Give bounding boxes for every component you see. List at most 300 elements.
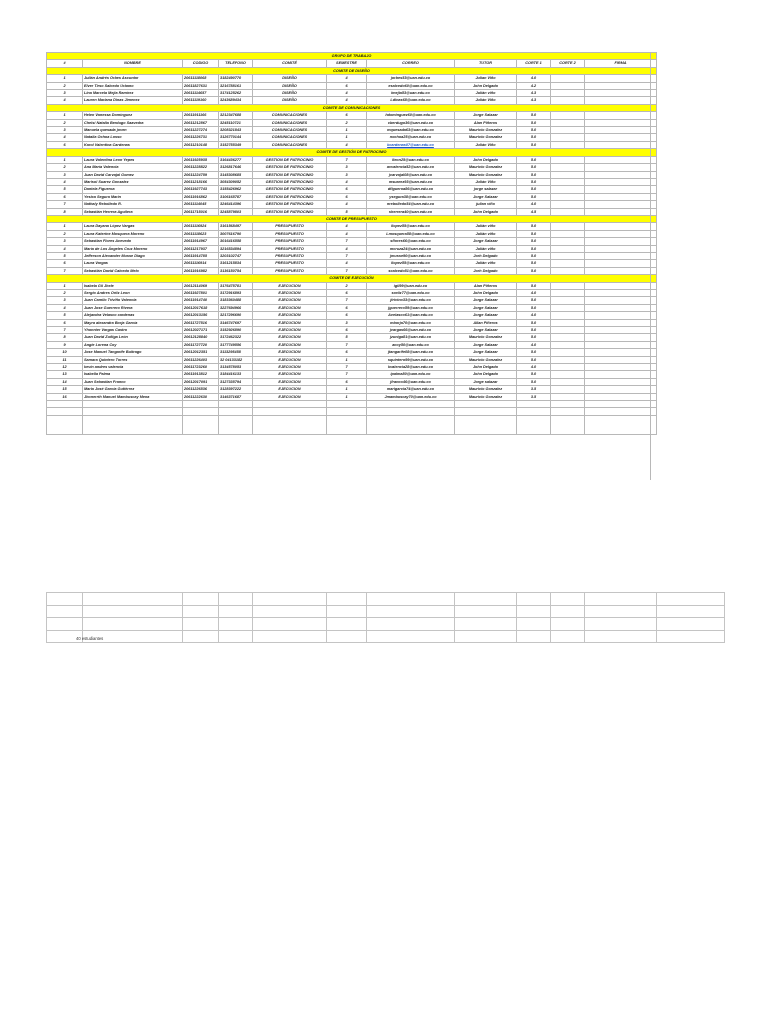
cell-corte2[interactable] [551,119,585,126]
cell-correo[interactable]: sortiz77@uan.edu.co [367,290,455,297]
cell-correo[interactable]: sherrera40@uan.edu.co [367,208,455,215]
cell-n[interactable]: 3 [47,171,83,178]
cell-correo[interactable]: Ldinas68@uan.edu.co [367,97,455,104]
cell-nombre[interactable]: Juan David Zuñiga León [83,334,183,341]
cell-comite[interactable]: EJECUCION [253,290,327,297]
cell-semestre[interactable]: 4 [327,201,367,208]
cell-corte1[interactable]: 5.0 [517,267,551,274]
empty-cell[interactable] [253,415,327,434]
empty-cell[interactable] [551,630,585,643]
cell-n[interactable]: 16 [47,393,83,400]
cell-corte2[interactable] [551,238,585,245]
empty-cell[interactable] [367,408,455,415]
cell-nombre[interactable]: Lauren Mariana Dinas Jimenez [83,97,183,104]
cell-correo[interactable]: kcardenas07@uan.edu.co [367,141,455,148]
cell-n[interactable]: 1 [47,223,83,230]
cell-corte2[interactable] [551,371,585,378]
cell-corte1[interactable]: 5.0 [517,141,551,148]
empty-cell[interactable] [47,415,83,434]
cell-correo[interactable]: marigarcia74@uan.edu.co [367,386,455,393]
empty-cell[interactable] [183,605,219,618]
cell-telefono[interactable]: 3227694966 [219,304,253,311]
cell-nombre[interactable]: María de Los Ángeles Cruz Moreno [83,245,183,252]
cell-firma[interactable] [585,282,657,289]
cell-corte2[interactable] [551,156,585,163]
empty-cell[interactable] [517,408,551,415]
cell-codigo[interactable]: 20611727720 [183,341,219,348]
cell-tutor[interactable]: Jorge Salazar [455,112,517,119]
cell-firma[interactable] [585,223,657,230]
cell-codigo[interactable]: 20611119160 [183,97,219,104]
cell-telefono[interactable]: 3172916893 [219,290,253,297]
cell-nombre[interactable]: Juan Camilo Triviño Valencia [83,297,183,304]
empty-cell[interactable] [253,401,327,408]
cell-codigo[interactable]: 20611913812 [183,371,219,378]
cell-firma[interactable] [585,164,657,171]
cell-nombre[interactable]: Karol Valentina Cardenas [83,141,183,148]
cell-correo[interactable]: kvalencia28@uan.edu.co [367,364,455,371]
cell-correo[interactable]: Lmosquera58@uan.edu.co [367,230,455,237]
empty-cell[interactable] [219,605,253,618]
cell-correo[interactable]: sflores66@uan.edu.co [367,238,455,245]
cell-tutor[interactable]: John Delgado [455,371,517,378]
cell-nombre[interactable]: Laura Dayana López Vargas [83,223,183,230]
cell-corte2[interactable] [551,378,585,385]
cell-corte2[interactable] [551,164,585,171]
cell-correo[interactable]: nrebolledo54@uan.edu.co [367,201,455,208]
cell-codigo[interactable]: 20611927743 [183,186,219,193]
cell-tutor[interactable]: Julián Viño [455,97,517,104]
cell-comite[interactable]: DISEÑO [253,97,327,104]
cell-corte1[interactable]: 4.5 [517,208,551,215]
empty-cell[interactable] [367,401,455,408]
cell-comite[interactable]: EJECUCION [253,364,327,371]
cell-comite[interactable]: COMUNICACIONES [253,119,327,126]
cell-firma[interactable] [585,297,657,304]
cell-corte1[interactable]: 5.0 [517,112,551,119]
cell-comite[interactable]: EJECUCION [253,378,327,385]
cell-codigo[interactable]: 20611217937 [183,245,219,252]
cell-tutor[interactable]: Mauricio Gonzalez [455,171,517,178]
cell-n[interactable]: 1 [47,156,83,163]
cell-telefono[interactable]: 3054309052 [219,178,253,185]
cell-comite[interactable]: EJECUCION [253,319,327,326]
cell-semestre[interactable]: 3 [327,171,367,178]
cell-firma[interactable] [585,238,657,245]
cell-semestre[interactable]: 7 [327,364,367,371]
cell-firma[interactable] [585,304,657,311]
cell-telefono[interactable]: 3152755349 [219,141,253,148]
cell-firma[interactable] [585,119,657,126]
empty-cell[interactable] [183,618,219,631]
cell-tutor[interactable]: Mauricio Gonzalez [455,127,517,134]
cell-codigo[interactable]: 20611116924 [183,223,219,230]
cell-firma[interactable] [585,127,657,134]
cell-tutor[interactable]: Julián viño [455,230,517,237]
cell-n[interactable]: 3 [47,90,83,97]
empty-cell[interactable] [83,593,183,606]
cell-comite[interactable]: EJECUCION [253,334,327,341]
cell-corte2[interactable] [551,290,585,297]
cell-corte1[interactable]: 5.0 [517,260,551,267]
cell-comite[interactable]: GESTION DE PATROCINIO [253,164,327,171]
empty-cell[interactable] [657,618,725,631]
cell-semestre[interactable]: 4 [327,245,367,252]
cell-n[interactable]: 4 [47,245,83,252]
cell-comite[interactable]: PRESUPUESTO [253,252,327,259]
empty-cell[interactable] [455,408,517,415]
cell-corte1[interactable]: 5.0 [517,127,551,134]
cell-codigo[interactable]: 20611222630 [183,393,219,400]
cell-corte1[interactable]: 5.0 [517,371,551,378]
cell-nombre[interactable]: Ana María Valencia [83,164,183,171]
cell-nombre[interactable]: Natalia Ochoa Losso [83,134,183,141]
cell-correo[interactable]: cberdugo36@uan.edu.co [367,119,455,126]
cell-nombre[interactable]: Yhonnier Vargas Castro [83,327,183,334]
cell-comite[interactable]: DISEÑO [253,75,327,82]
empty-cell[interactable] [455,630,517,643]
cell-comite[interactable]: GESTION DE PATROCINIO [253,178,327,185]
cell-nombre[interactable]: Elver Tirso Salcedo Urbano [83,82,183,89]
cell-telefono[interactable]: 3245110721 [219,119,253,126]
cell-nombre[interactable]: Juan David Carvajal Gomez [83,171,183,178]
empty-cell[interactable] [517,618,551,631]
cell-firma[interactable] [585,334,657,341]
cell-firma[interactable] [585,230,657,237]
cell-comite[interactable]: PRESUPUESTO [253,223,327,230]
cell-corte1[interactable]: 4.0 [517,75,551,82]
cell-nombre[interactable]: Sebastián Herrera Aguilera [83,208,183,215]
cell-codigo[interactable]: 20611911166 [183,112,219,119]
cell-semestre[interactable]: 7 [327,341,367,348]
cell-nombre[interactable]: Laura Valentina Leon Yepes [83,156,183,163]
cell-comite[interactable]: EJECUCION [253,386,327,393]
cell-telefono[interactable]: 3177749556 [219,341,253,348]
cell-corte2[interactable] [551,260,585,267]
cell-n[interactable]: 1 [47,282,83,289]
cell-nombre[interactable]: Daniela Figueroa [83,186,183,193]
cell-nombre[interactable]: Isabela Gil Jhele [83,282,183,289]
cell-nombre[interactable]: Jefferson Alexander Musse Diago [83,252,183,259]
cell-n[interactable]: 3 [47,297,83,304]
cell-semestre[interactable]: 6 [327,186,367,193]
cell-firma[interactable] [585,327,657,334]
cell-firma[interactable] [585,349,657,356]
cell-corte2[interactable] [551,82,585,89]
cell-corte2[interactable] [551,201,585,208]
empty-cell[interactable] [657,605,725,618]
cell-semestre[interactable]: 7 [327,267,367,274]
empty-cell[interactable] [585,605,657,618]
cell-nombre[interactable]: Alejandra Velasco cardenas [83,312,183,319]
cell-firma[interactable] [585,341,657,348]
empty-cell[interactable] [253,630,327,643]
cell-correo[interactable]: scalcedo51@uan.edu.co [367,267,455,274]
cell-corte2[interactable] [551,341,585,348]
cell-corte2[interactable] [551,319,585,326]
cell-tutor[interactable]: John Delgado [455,208,517,215]
empty-cell[interactable] [517,401,551,408]
cell-corte2[interactable] [551,193,585,200]
cell-correo[interactable]: lmejia53@uan.edu.co [367,90,455,97]
cell-corte1[interactable]: 5.0 [517,304,551,311]
empty-cell[interactable] [551,618,585,631]
cell-correo[interactable]: avvalencia52@uan.edu.co [367,164,455,171]
empty-cell[interactable] [183,415,219,434]
cell-codigo[interactable]: 20611118623 [183,230,219,237]
cell-corte1[interactable]: 4.0 [517,290,551,297]
cell-corte1[interactable]: 5.0 [517,356,551,363]
empty-cell[interactable] [517,415,551,434]
cell-comite[interactable]: COMUNICACIONES [253,127,327,134]
cell-comite[interactable]: EJECUCION [253,327,327,334]
cell-corte1[interactable]: 5.0 [517,193,551,200]
cell-codigo[interactable]: 20612017618 [183,304,219,311]
cell-n[interactable]: 7 [47,267,83,274]
cell-semestre[interactable]: 6 [327,112,367,119]
cell-telefono[interactable]: 3216534894 [219,245,253,252]
cell-n[interactable]: 9 [47,341,83,348]
cell-telefono[interactable]: 3126817646 [219,164,253,171]
empty-cell[interactable] [47,408,83,415]
cell-n[interactable]: 14 [47,378,83,385]
cell-telefono[interactable]: 3127335794 [219,378,253,385]
empty-cell[interactable] [455,618,517,631]
empty-cell[interactable] [367,593,455,606]
cell-correo[interactable]: nochoa25@uan.edu.co [367,134,455,141]
empty-cell[interactable] [551,401,585,408]
cell-tutor[interactable]: Mauricio Gonzalez [455,134,517,141]
cell-telefono[interactable]: 3183360488 [219,297,253,304]
cell-n[interactable]: 6 [47,260,83,267]
cell-tutor[interactable]: Mauricio Gonzalez [455,164,517,171]
cell-codigo[interactable]: 20611116914 [183,260,219,267]
empty-cell[interactable] [253,408,327,415]
empty-cell[interactable] [455,605,517,618]
cell-nombre[interactable]: Helen Vanessa Domínguez [83,112,183,119]
empty-cell[interactable] [517,593,551,606]
empty-cell[interactable] [455,593,517,606]
empty-cell[interactable] [585,408,657,415]
cell-nombre[interactable]: Mayra alexandra Borja García [83,319,183,326]
cell-corte2[interactable] [551,112,585,119]
cell-semestre[interactable]: 4 [327,90,367,97]
cell-corte1[interactable]: 3.5 [517,386,551,393]
empty-cell[interactable] [657,630,725,643]
cell-n[interactable]: 11 [47,356,83,363]
cell-tutor[interactable]: John Delgado [455,290,517,297]
empty-cell[interactable] [327,401,367,408]
cell-codigo[interactable]: 20611715016 [183,208,219,215]
empty-cell[interactable] [367,415,455,434]
cell-firma[interactable] [585,75,657,82]
cell-correo[interactable]: jvargas66@uan.edu.co [367,327,455,334]
cell-corte1[interactable]: 5.0 [517,171,551,178]
cell-tutor[interactable]: Julián viño [455,245,517,252]
cell-semestre[interactable]: 5 [327,208,367,215]
cell-codigo[interactable]: 20611210148 [183,141,219,148]
cell-correo[interactable]: mcruza24@uan.edu.co [367,245,455,252]
cell-n[interactable]: 7 [47,201,83,208]
cell-tutor[interactable]: Julián viño [455,90,517,97]
cell-corte1[interactable]: 5.0 [517,156,551,163]
cell-firma[interactable] [585,186,657,193]
cell-codigo[interactable]: 20611114045 [183,201,219,208]
cell-n[interactable]: 6 [47,141,83,148]
cell-n[interactable]: 8 [47,208,83,215]
cell-telefono[interactable]: 3243689434 [219,97,253,104]
cell-codigo[interactable]: 20611723260 [183,364,219,371]
cell-telefono[interactable]: 3212347688 [219,112,253,119]
cell-n[interactable]: 15 [47,386,83,393]
cell-firma[interactable] [585,260,657,267]
cell-corte1[interactable]: 3.5 [517,393,551,400]
cell-tutor[interactable]: Mauricio Gonzalez [455,334,517,341]
cell-correo[interactable]: mquesada63@uan.edu.co [367,127,455,134]
empty-cell[interactable] [551,415,585,434]
cell-comite[interactable]: EJECUCION [253,341,327,348]
cell-tutor[interactable]: John Delgado [455,156,517,163]
empty-cell[interactable] [83,605,183,618]
cell-correo[interactable]: squintero99@uan.edu.co [367,356,455,363]
cell-comite[interactable]: GESTION DE PATROCINIO [253,201,327,208]
cell-nombre[interactable]: Juan Jose Guerrero Rivera [83,304,183,311]
cell-correo[interactable]: jtrivino33@uan.edu.co [367,297,455,304]
cell-semestre[interactable]: 4 [327,223,367,230]
cell-corte2[interactable] [551,282,585,289]
cell-semestre[interactable]: 7 [327,156,367,163]
cell-tutor[interactable]: Mauricio Gonzalez [455,386,517,393]
cell-codigo[interactable]: 20611226731 [183,134,219,141]
cell-corte1[interactable]: 5.0 [517,297,551,304]
cell-codigo[interactable]: 20611226536 [183,386,219,393]
empty-cell[interactable] [253,605,327,618]
cell-firma[interactable] [585,356,657,363]
empty-cell[interactable] [585,618,657,631]
cell-semestre[interactable]: 3 [327,319,367,326]
cell-n[interactable]: 4 [47,97,83,104]
cell-corte1[interactable]: 5.0 [517,230,551,237]
empty-cell[interactable] [327,618,367,631]
cell-corte1[interactable]: 4.2 [517,82,551,89]
cell-n[interactable]: 3 [47,238,83,245]
empty-cell[interactable] [219,401,253,408]
cell-tutor[interactable]: Jorge salazar [455,378,517,385]
cell-tutor[interactable]: Jorh Delgado [455,252,517,259]
cell-nombre[interactable]: Laura Katerine Mosquera Moreno [83,230,183,237]
cell-n[interactable]: 2 [47,82,83,89]
cell-nombre[interactable]: Lina Marcela Mejía Ramírez [83,90,183,97]
cell-corte1[interactable]: 4.3 [517,97,551,104]
cell-n[interactable]: 2 [47,119,83,126]
cell-corte1[interactable]: 5.0 [517,349,551,356]
empty-cell[interactable] [367,630,455,643]
cell-tutor[interactable]: Jorge Salazar [455,304,517,311]
cell-semestre[interactable]: 4 [327,97,367,104]
cell-codigo[interactable]: 20611827631 [183,82,219,89]
empty-cell[interactable] [183,408,219,415]
cell-corte2[interactable] [551,141,585,148]
cell-semestre[interactable]: 1 [327,356,367,363]
cell-tutor[interactable]: Jorge Salazar [455,238,517,245]
cell-nombre[interactable]: Isabella Palma [83,371,183,378]
cell-telefono[interactable]: 3182490770 [219,75,253,82]
cell-comite[interactable]: DISEÑO [253,82,327,89]
cell-correo[interactable]: llopez55@uan.edu.co [367,223,455,230]
cell-correo[interactable]: jmusse90@uan.edu.co [367,252,455,259]
cell-firma[interactable] [585,97,657,104]
cell-corte2[interactable] [551,127,585,134]
cell-semestre[interactable]: 7 [327,371,367,378]
cell-corte2[interactable] [551,304,585,311]
cell-comite[interactable]: DISEÑO [253,90,327,97]
cell-corte2[interactable] [551,97,585,104]
cell-nombre[interactable]: Yesica Segura Marin [83,193,183,200]
cell-tutor[interactable]: Julian Viño [455,75,517,82]
cell-firma[interactable] [585,178,657,185]
cell-corte1[interactable]: 5.0 [517,378,551,385]
cell-n[interactable]: 4 [47,304,83,311]
cell-firma[interactable] [585,201,657,208]
cell-semestre[interactable]: 6 [327,193,367,200]
cell-corte2[interactable] [551,186,585,193]
cell-telefono[interactable]: 3208321843 [219,127,253,134]
cell-semestre[interactable]: 1 [327,386,367,393]
cell-telefono[interactable]: 3184416133 [219,371,253,378]
cell-firma[interactable] [585,245,657,252]
empty-cell[interactable] [183,593,219,606]
cell-semestre[interactable]: 4 [327,178,367,185]
cell-comite[interactable]: GESTION DE PATROCINIO [253,186,327,193]
cell-corte2[interactable] [551,386,585,393]
cell-codigo[interactable]: 20612027171 [183,327,219,334]
cell-semestre[interactable]: 5 [327,334,367,341]
cell-n[interactable]: 8 [47,334,83,341]
empty-cell[interactable] [47,401,83,408]
cell-firma[interactable] [585,193,657,200]
cell-correo[interactable]: jguerrero59@uan.edu.co [367,304,455,311]
cell-corte1[interactable]: 5.0 [517,327,551,334]
empty-cell[interactable] [83,408,183,415]
cell-nombre[interactable]: Jose Manuel Tangarife Buitrago [83,349,183,356]
cell-n[interactable]: 6 [47,193,83,200]
cell-tutor[interactable]: Julián viño [455,260,517,267]
cell-nombre[interactable]: Samara Quintero Torres [83,356,183,363]
cell-nombre[interactable]: Laura Vargas [83,260,183,267]
empty-cell[interactable] [219,593,253,606]
cell-nombre[interactable]: Juan Sebastian Franco [83,378,183,385]
cell-tutor[interactable]: Allan Piñeros [455,319,517,326]
cell-firma[interactable] [585,208,657,215]
cell-nombre[interactable]: Sebastian Flores Acevedo [83,238,183,245]
cell-comite[interactable]: PRESUPUESTO [253,230,327,237]
cell-tutor[interactable]: Jorge Salazar [455,341,517,348]
cell-telefono[interactable]: 3161215834 [219,260,253,267]
cell-nombre[interactable]: Sebastián David Calcedo Melo [83,267,183,274]
cell-n[interactable]: 2 [47,230,83,237]
cell-tutor[interactable]: Jorge Salazar [455,349,517,356]
cell-semestre[interactable]: 4 [327,75,367,82]
cell-n[interactable]: 5 [47,252,83,259]
cell-correo[interactable]: mborja70@uan.edu.co [367,319,455,326]
cell-tutor[interactable]: Jorge Salazar [455,193,517,200]
cell-telefono[interactable]: 3155426962 [219,186,253,193]
cell-correo[interactable]: lleon25@uan.edu.co [367,156,455,163]
empty-cell[interactable] [219,630,253,643]
empty-cell[interactable] [253,618,327,631]
cell-telefono[interactable]: 3146747697 [219,319,253,326]
cell-correo[interactable]: jcarvajal08@uan.edu.co [367,171,455,178]
